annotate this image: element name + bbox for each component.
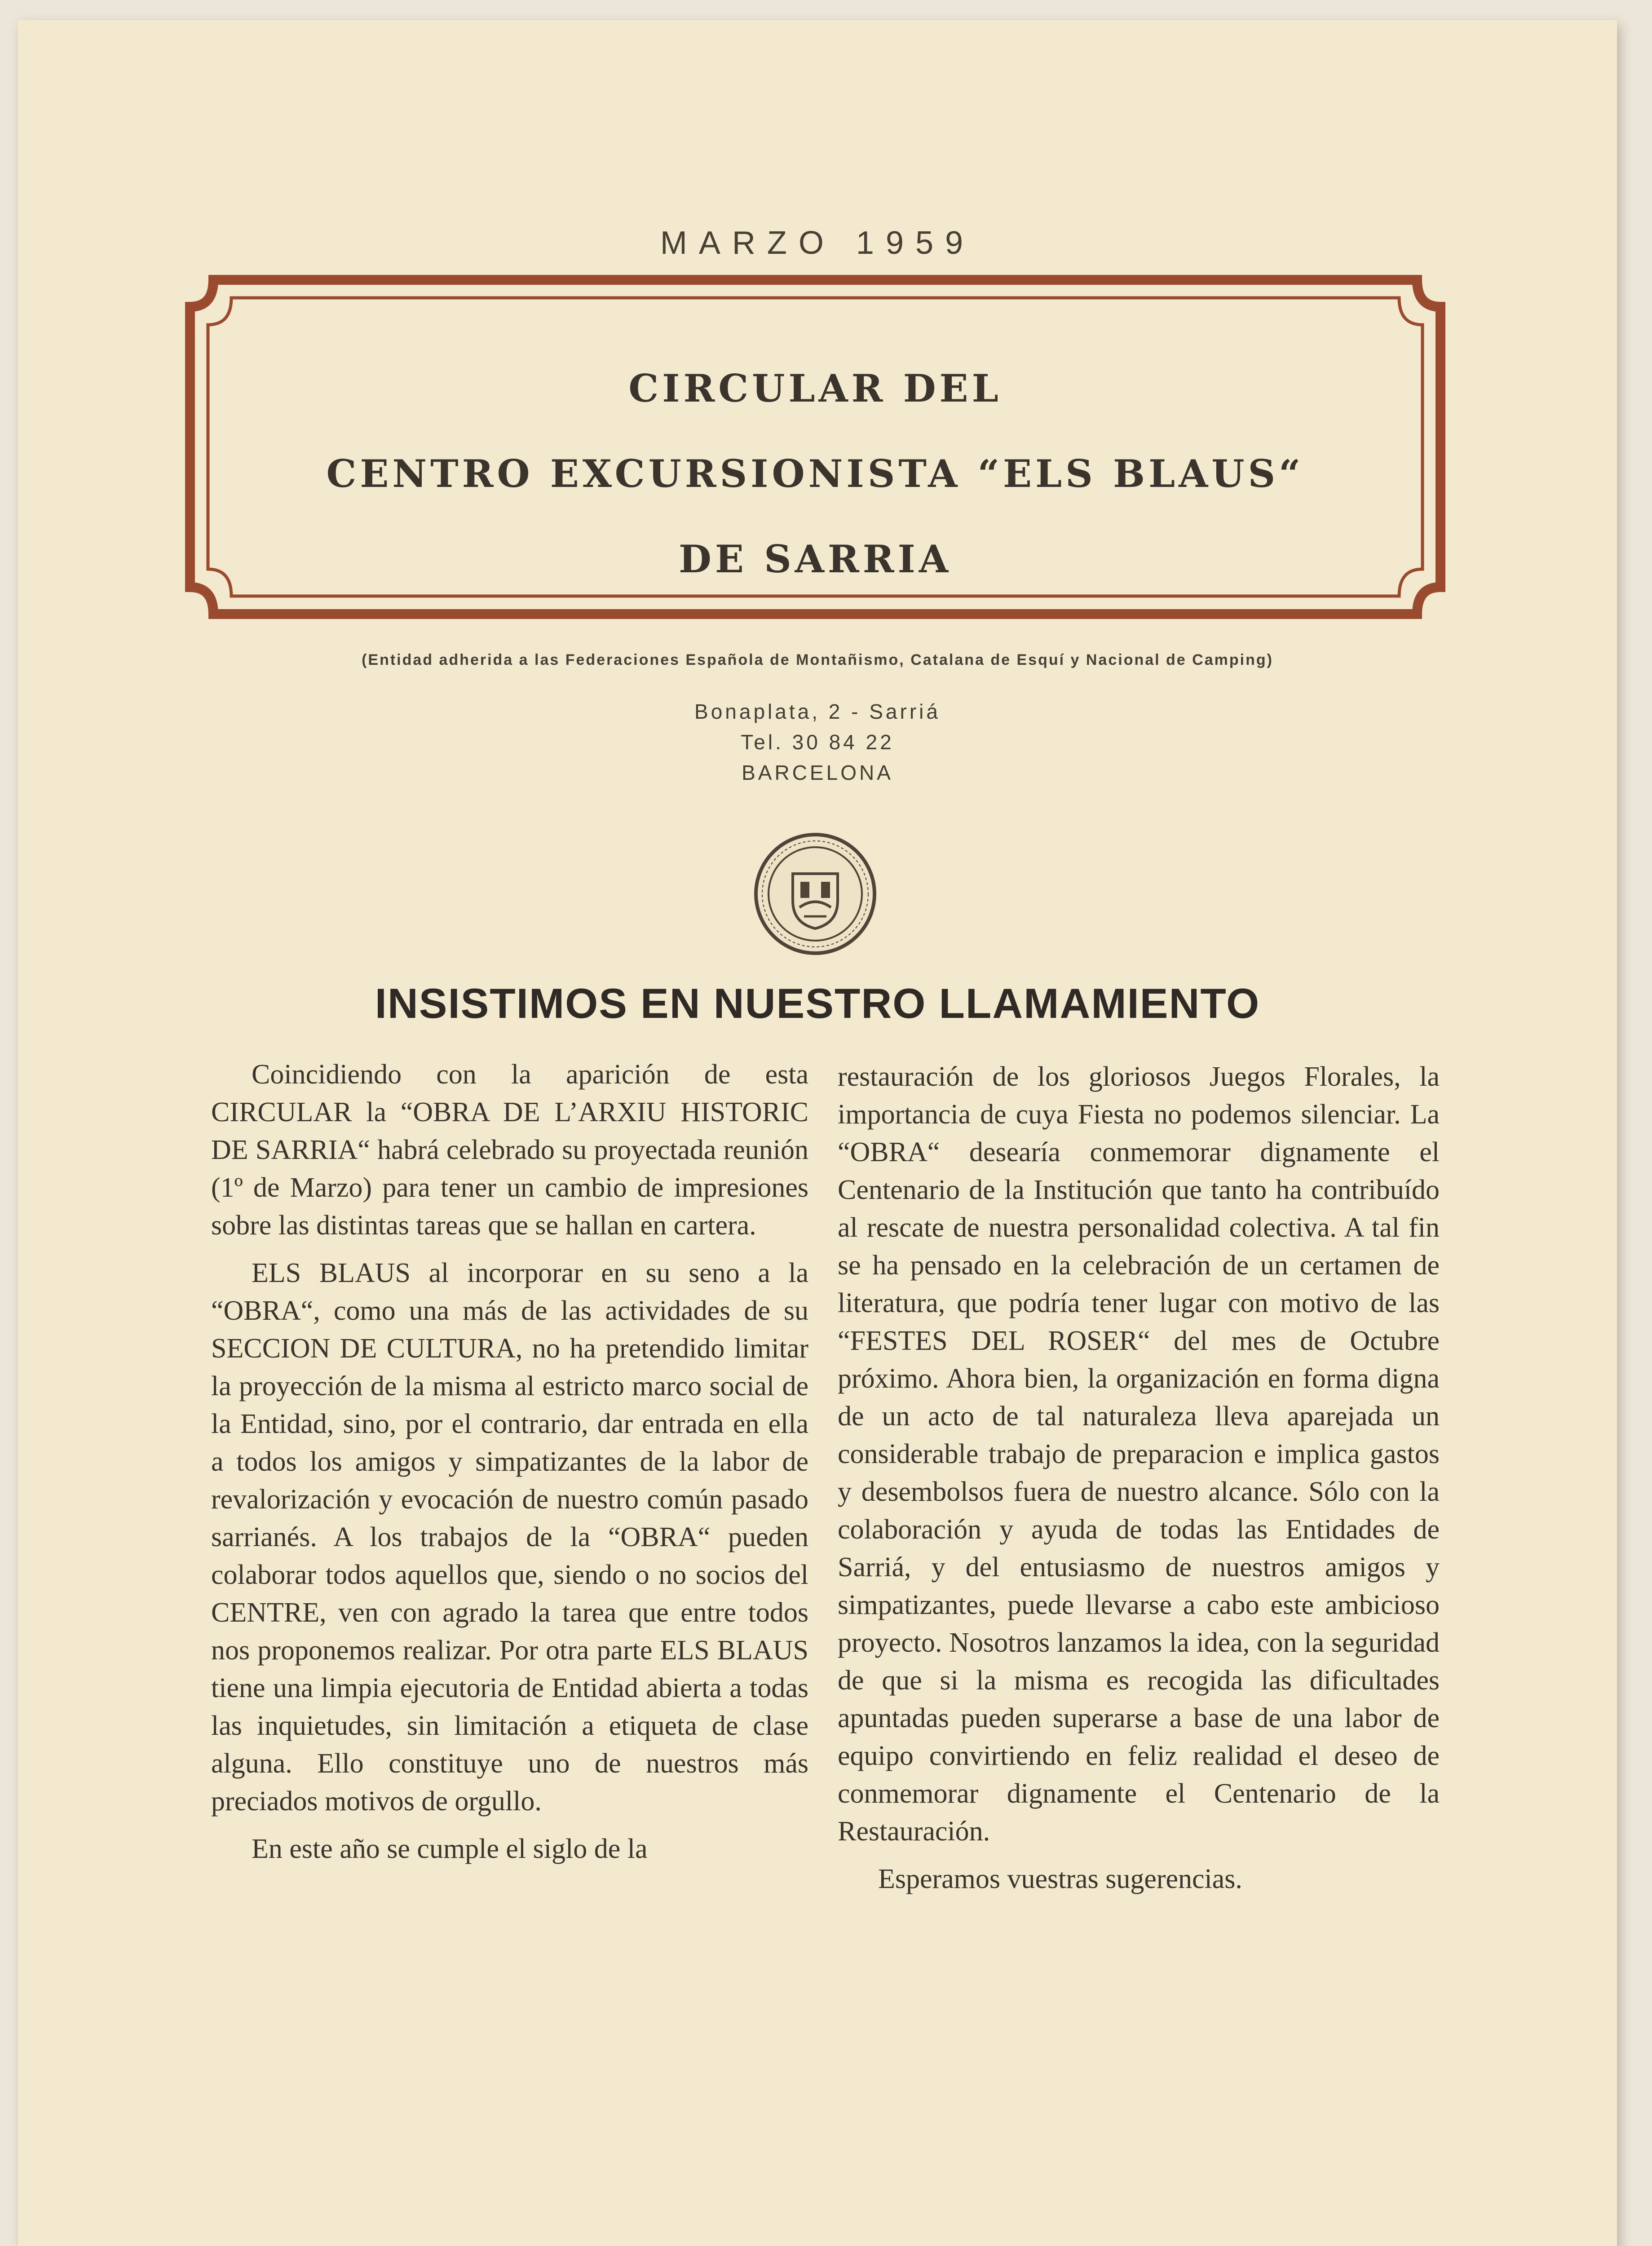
telephone: Tel. 30 84 22 [741,730,894,754]
title-frame [182,272,1449,622]
street-address: Bonaplata, 2 - Sarriá [694,700,941,723]
address-block [18,696,1617,788]
issue-date: MARZO 1959 [660,225,975,261]
article-column-left [211,1056,808,1878]
title-line-2: CENTRO EXCURSIONISTA “ELS BLAUS“ [326,451,1304,496]
article-headline: INSISTIMOS EN NUESTRO LLAMAMIENTO [375,980,1260,1027]
closing-line: Esperamos vuestras sugerencias. [878,1864,1242,1894]
title-line-3: DE SARRIA [678,537,952,581]
circular-title [182,346,1449,602]
paragraph: En este año se cumple el siglo de la [252,1834,648,1864]
federation-note: (Entidad adherida a las Federaciones Española de Montañismo, Catalana de Esquí y Nacional de Camping) [362,651,1273,668]
paragraph: restauración de los gloriosos Juegos Florales, la importancia de cuya Fiesta no podemos silenciar. La “OBRA“ desearía conmemorar dignamente el Centenario de la Institución que tanto ha contribuído al rescate de nuestra personalidad colectiva. A tal fin se ha pensado en la celebración de un certamen de literatura, que podría tener lugar con motivo de las “FESTES DEL ROSER“ del mes de Octubre próximo. Ahora bien, la organización en forma digna de un acto de tal naturaleza lleva aparejada un considerable trabajo de preparacion e implica gastos y desembolsos fuera de nuestro alcance. Sólo con la colaboración y ayuda de todas las Entidades de Sarriá, y del entusiasmo de nuestros amigos y simpatizantes, puede llevarse a cabo este ambicioso proyecto. Nosotros lanzamos la idea, con la seguridad de que si la misma es recogida las dificultades apuntadas pueden superarse a base de una labor de equipo convirtiendo en feliz realidad el deseo de conmemorar dignamente el Centenario de la Restauración. [838,1061,1440,1847]
circular-page [18,20,1617,2246]
title-line-1: CIRCULAR DEL [628,366,1002,411]
city: BARCELONA [742,761,893,784]
article-column-right [838,1058,1440,1908]
paragraph: ELS BLAUS al incorporar en su seno a la “OBRA“, como una más de las actividades de su SECCION DE CULTURA, no ha pretendido limitar la proyección de la misma al estricto marco social de la Entidad, sino, por el contrario, dar entrada en ella a todos los amigos y simpatizantes de la labor de revalorización y evocación de nuestro común pasado sarrianés. A los trabajos de la “OBRA“ pueden colaborar todos aquellos que, siendo o no socios del CENTRE, ven con agrado la tarea que entre todos nos proponemos realizar. Por otra parte ELS BLAUS tiene una limpia ejecutoria de Entidad abierta a todas las inquietudes, sin limitación a etiqueta de clase alguna. Ello constituye uno de nuestros más preciados motivos de orgullo. [211,1258,808,1817]
paragraph: Coincidiendo con la aparición de esta CIRCULAR la “OBRA DE L’ARXIU HISTORIC DE SARRIA“ habrá celebrado su proyectada reunión (1º de Marzo) para tener un cambio de impresiones sobre las distintas tareas que se hallan en cartera. [211,1059,808,1241]
club-seal-icon [750,829,880,959]
